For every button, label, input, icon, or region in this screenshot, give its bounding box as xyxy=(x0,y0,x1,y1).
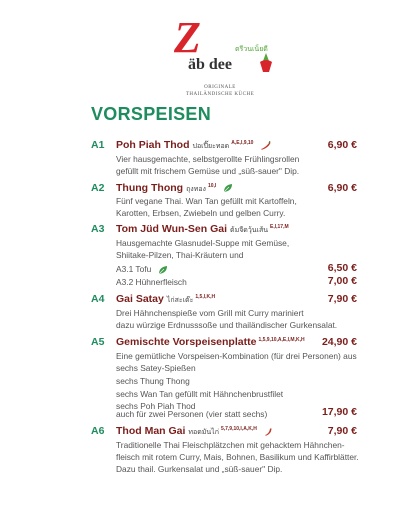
item-description: dazu würzige Erdnusssoße und thailändischer Gurkensalat. xyxy=(116,320,338,330)
section-title: VORSPEISEN xyxy=(91,104,212,124)
item-description: sechs Satey-Spießen xyxy=(116,363,196,373)
item-description: Drei Hähnchenspieße vom Grill mit Curry mariniert xyxy=(116,308,304,318)
item-name xyxy=(116,336,305,348)
logo-subtitle-2: THAILÄNDISCHE KÜCHE xyxy=(185,92,255,97)
item-description: Hausgemachte Glasnudel-Suppe mit Gemüse, xyxy=(116,238,290,248)
option-price: 7,00 € xyxy=(327,275,357,287)
item-description: Eine gemütliche Vorspeisen-Kombination (für drei Personen) aus xyxy=(116,351,357,361)
option-label: A3.1 Tofu xyxy=(116,264,152,274)
option-label: A3.2 Hühnerfleisch xyxy=(116,277,187,287)
item-name-text: Thung Thong xyxy=(116,182,184,194)
vegan-leaf-icon xyxy=(223,183,233,193)
restaurant-logo xyxy=(160,14,280,98)
item-allergens: 5,7,9,10,I,A,K,H xyxy=(220,426,257,432)
item-price: 7,90 € xyxy=(327,293,357,305)
item-allergens: 10,I xyxy=(207,183,217,189)
item-name xyxy=(116,425,272,438)
item-description: Dazu thail. Gurkensalat und „süß-sauer" Dip. xyxy=(116,464,283,474)
item-name-text: Gemischte Vorspeisenplatte xyxy=(116,336,257,348)
logo-thai-text: ตรีวนเน็ยดี xyxy=(235,46,268,53)
item-name xyxy=(116,293,215,306)
item-number: A1 xyxy=(91,139,105,151)
item-thai-name: ทอดมันไก่ xyxy=(188,429,219,436)
item-name xyxy=(116,139,271,152)
vegan-leaf-icon xyxy=(158,265,168,275)
item-thai-name: ไก่สะเต๊ะ xyxy=(166,297,194,304)
item-description: Fünf vegane Thai. Wan Tan gefüllt mit Kartoffeln, xyxy=(116,196,297,206)
item-price: 24,90 € xyxy=(321,336,357,348)
item-thai-name: ปอเปี๊ยะทอด xyxy=(192,143,230,150)
item-name xyxy=(116,182,233,195)
item-description: gefüllt mit frischem Gemüse und „süß-sauer" Dip. xyxy=(116,166,300,176)
item-allergens: A,E,I,9,10 xyxy=(231,140,254,146)
item-description: Traditionelle Thai Fleischplätzchen mit gehacktem Hähnchen- xyxy=(116,440,345,450)
item-description: sechs Poh Piah Thod xyxy=(116,401,196,411)
item-extra-price: 17,90 € xyxy=(321,406,357,418)
item-description: fleisch mit rotem Curry, Mais, Bohnen, Basilikum und Kaffirblätter. xyxy=(116,452,359,462)
item-description: sechs Thung Thong xyxy=(116,376,190,386)
item-option xyxy=(116,264,168,275)
item-thai-name: ถุงทอง xyxy=(186,186,206,193)
option-price: 6,50 € xyxy=(327,262,357,274)
logo-name: äb dee xyxy=(188,56,232,73)
item-name-text: Gai Satay xyxy=(116,293,164,305)
item-number: A3 xyxy=(91,223,105,235)
item-description: Vier hausgemachte, selbstgerollte Frühlingsrollen xyxy=(116,154,300,164)
item-name xyxy=(116,223,289,236)
chili-icon xyxy=(264,427,272,436)
item-name-text: Poh Piah Thod xyxy=(116,139,190,151)
item-description: Karotten, Erbsen, Zwiebeln und gelben Curry. xyxy=(116,208,286,218)
item-number: A5 xyxy=(91,336,105,348)
logo-subtitle-1: ORIGINALE xyxy=(204,85,236,90)
item-name-text: Thod Man Gai xyxy=(116,425,186,437)
item-price: 6,90 € xyxy=(327,139,357,151)
item-price: 7,90 € xyxy=(327,425,357,437)
item-number: A2 xyxy=(91,182,105,194)
greeting-hands-icon xyxy=(256,52,276,74)
item-description: Shiitake-Pilzen, Thai-Kräutern und xyxy=(116,250,244,260)
item-price: 6,90 € xyxy=(327,182,357,194)
item-name-text: Tom Jüd Wun-Sen Gai xyxy=(116,223,228,235)
chili-icon xyxy=(260,141,271,150)
logo-letter: Z xyxy=(174,13,201,62)
item-allergens: 1,5,I,K,H xyxy=(195,294,216,300)
item-thai-name: ต้มจืดวุ้นเส้น xyxy=(230,227,269,234)
item-number: A4 xyxy=(91,293,105,305)
item-allergens: 1,5,9,10,A,E,I,M,K,H xyxy=(258,337,305,343)
item-number: A6 xyxy=(91,425,105,437)
item-description: sechs Wan Tan gefüllt mit Hähnchenbrustfilet xyxy=(116,389,284,399)
item-extra-label: auch für zwei Personen (vier statt sechs) xyxy=(116,409,268,419)
item-allergens: E,I,17,M xyxy=(270,224,289,230)
